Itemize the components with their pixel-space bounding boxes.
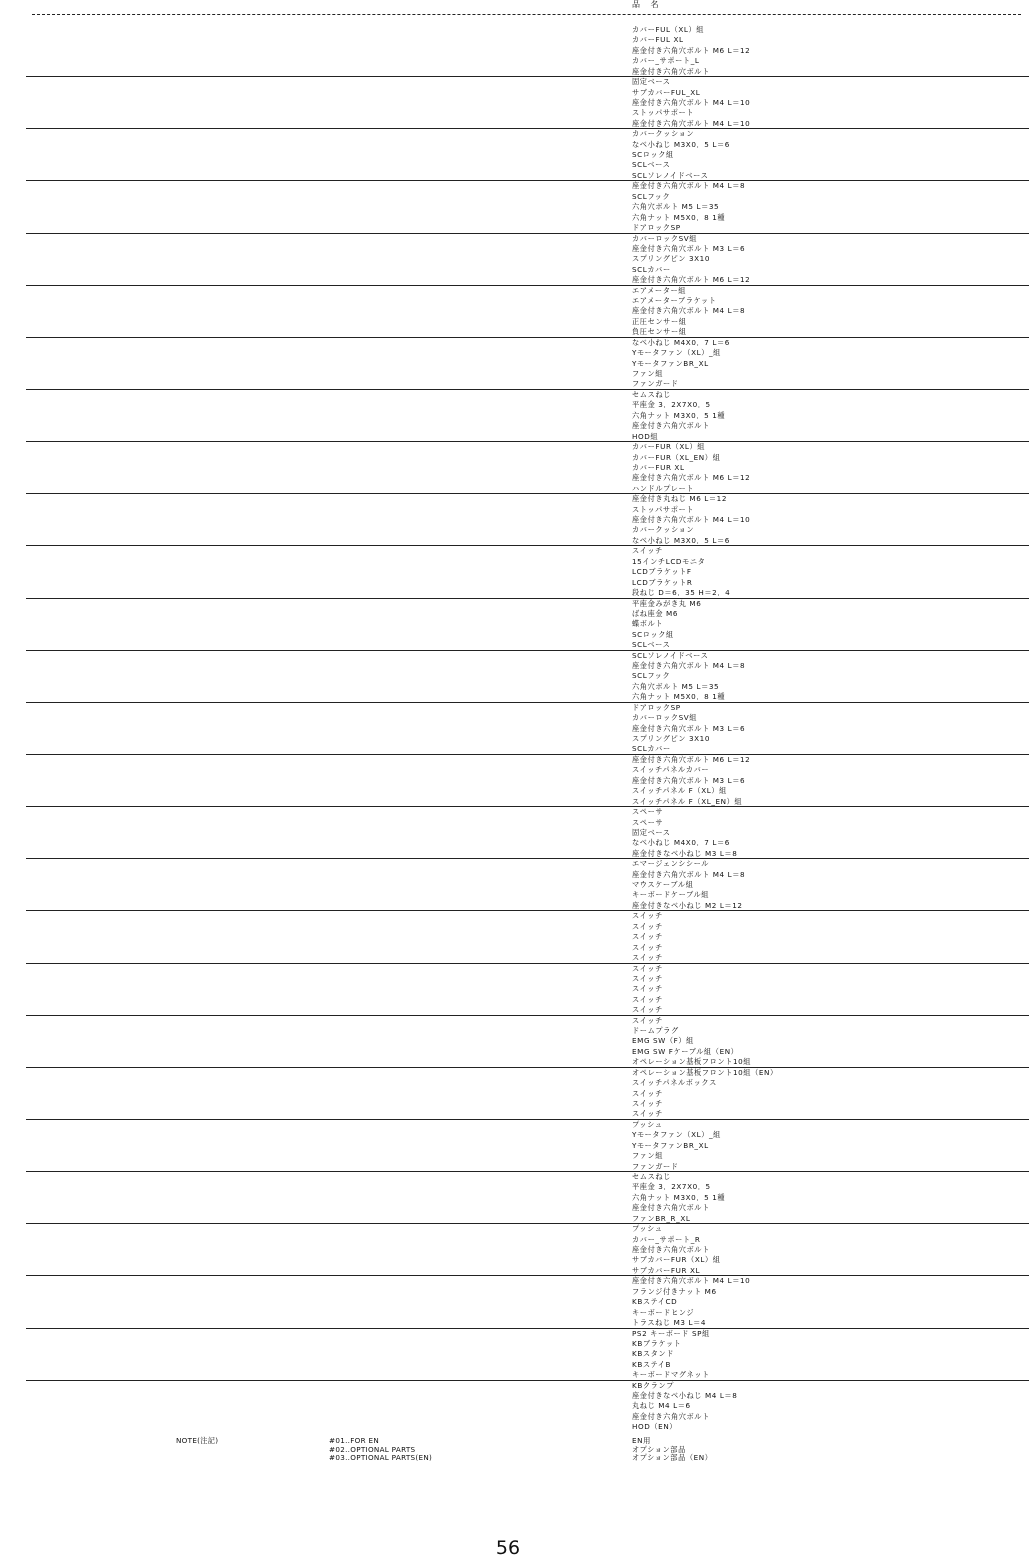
part-name: SCLベース — [632, 160, 671, 170]
part-name: 負圧センサー組 — [632, 327, 687, 337]
parts-group — [26, 1224, 1029, 1276]
part-name-column — [632, 494, 750, 546]
part-name: 正圧センサー組 — [632, 316, 687, 326]
part-name: なべ小ねじ M4X0．7 L＝6 — [632, 337, 730, 347]
part-name: KBステイCD — [632, 1297, 678, 1307]
part-name-column — [632, 1381, 737, 1433]
part-name-column — [632, 1016, 751, 1068]
part-name-column — [632, 703, 745, 755]
part-name: 六角ナット M5X0．8 1種 — [632, 692, 726, 702]
part-name-column — [632, 1068, 778, 1120]
part-name: エアメーターブラケット — [632, 296, 717, 306]
note-codes — [329, 1437, 432, 1463]
part-name: SCLカバー — [632, 264, 671, 274]
part-name: KBクランプ — [632, 1380, 674, 1390]
part-name: オペレーション基板フロント10組 — [632, 1057, 752, 1067]
part-name: 平座金みがき丸 M6 — [632, 598, 702, 608]
part-name: 座金付き六角穴ボルト M4 L＝8 — [632, 181, 746, 191]
part-name: 座金付き六角穴ボルト M6 L＝12 — [632, 754, 751, 764]
part-name: カバーFUR（XL）組 — [632, 442, 706, 452]
part-name: HOD（EN） — [632, 1422, 678, 1432]
part-name: 座金付きなべ小ねじ M2 L＝12 — [632, 900, 743, 910]
parts-group — [26, 807, 1029, 859]
part-name-column — [632, 1120, 721, 1172]
part-name: KBステイB — [632, 1359, 672, 1369]
part-name: なべ小ねじ M4X0．7 L＝6 — [632, 838, 730, 848]
part-name: 座金付き六角穴ボルト — [632, 421, 710, 431]
column-header-part-name: 品 名 — [632, 0, 663, 9]
part-name: エアメーター組 — [632, 285, 687, 295]
part-name-column — [632, 964, 663, 1016]
part-name: スイッチ — [632, 994, 663, 1004]
parts-group — [26, 1068, 1029, 1120]
parts-group — [26, 651, 1029, 703]
part-name: HOD組 — [632, 431, 659, 441]
part-name: 座金付き六角穴ボルト M4 L＝8 — [632, 661, 746, 671]
part-name: ハンドルプレート — [632, 483, 695, 493]
part-name: スプリングピン 3X10 — [632, 734, 711, 743]
part-name-column — [632, 77, 750, 129]
part-name: 段ねじ D＝6．35 H＝2．4 — [632, 587, 731, 597]
part-name-column — [632, 599, 701, 651]
note-code: #02..OPTIONAL PARTS — [329, 1444, 416, 1454]
parts-group — [26, 964, 1029, 1016]
part-name: Yモータファン（XL）_組 — [632, 348, 721, 358]
parts-group — [26, 859, 1029, 911]
part-name-column — [632, 129, 730, 181]
part-name-column — [632, 442, 750, 494]
parts-group — [26, 494, 1029, 546]
note-description: オプション部品（EN） — [632, 1453, 713, 1463]
part-name: スイッチ — [632, 911, 663, 921]
part-name: スイッチ — [632, 973, 663, 983]
part-name: LCDブラケットF — [632, 567, 692, 577]
part-name: 座金付き六角穴ボルト M4 L＝10 — [632, 97, 751, 107]
part-name: ドアロックSP — [632, 702, 681, 712]
parts-group — [26, 1381, 1029, 1433]
part-name: SCLフック — [632, 671, 671, 681]
part-name: スイッチ — [632, 963, 663, 973]
part-name: フランジ付きナット M6 — [632, 1286, 717, 1296]
note-label: NOTE(注記) — [176, 1436, 219, 1445]
part-name: サブカバーFUR（XL）組 — [632, 1255, 721, 1265]
part-name: Yモータファン（XL）_組 — [632, 1130, 721, 1140]
part-name: サブカバーFUR XL — [632, 1265, 701, 1275]
part-name-column — [632, 546, 730, 598]
part-name: スイッチ — [632, 952, 663, 962]
part-name: 座金付き六角穴ボルト M4 L＝10 — [632, 1276, 751, 1286]
part-name: カバーロックSV組 — [632, 713, 698, 723]
part-name: ばね座金 M6 — [632, 608, 679, 618]
part-name-column — [632, 286, 745, 338]
part-name: ドアロックSP — [632, 222, 681, 232]
part-name: 六角ナット M3X0．5 1種 — [632, 410, 726, 420]
parts-group — [26, 1329, 1029, 1381]
part-name: 座金付き六角穴ボルト M6 L＝12 — [632, 275, 751, 285]
part-name: 座金付き六角穴ボルト M3 L＝6 — [632, 243, 746, 253]
part-name-column — [632, 1276, 750, 1328]
part-name: カバーFUL（XL）組 — [632, 25, 705, 34]
part-name: カバークッション — [632, 129, 695, 139]
part-name: スイッチ — [632, 546, 663, 556]
part-name: SCロック組 — [632, 629, 674, 639]
part-name: 固定ベース — [632, 827, 671, 837]
part-name: 座金付きなべ小ねじ M3 L＝8 — [632, 848, 738, 858]
part-name: 座金付き六角穴ボルト — [632, 1411, 710, 1421]
page-number: 56 — [495, 1537, 521, 1559]
part-name-column — [632, 807, 737, 859]
part-name: キーボードケーブル組 — [632, 890, 710, 900]
part-name: ストッパサポート — [632, 504, 695, 514]
part-name: スペーサ — [632, 817, 664, 827]
part-name: 座金付き六角穴ボルト M4 L＝8 — [632, 306, 746, 316]
part-name: ファンガード — [632, 1161, 679, 1171]
part-name: スイッチ — [632, 984, 663, 994]
part-name: カバー_サポート_R — [632, 1234, 701, 1244]
part-name: ストッパサポート — [632, 108, 695, 118]
parts-group — [26, 1276, 1029, 1328]
part-name: スイッチ — [632, 1015, 663, 1025]
parts-group — [26, 390, 1029, 442]
note-descriptions — [632, 1437, 713, 1463]
note-description: オプション部品 — [632, 1444, 686, 1454]
part-name: キーボードマグネット — [632, 1370, 710, 1380]
part-name: スペーサ — [632, 807, 664, 817]
part-name-column — [632, 1224, 721, 1276]
part-name: カバークッション — [632, 525, 695, 535]
part-name: カバーロックSV組 — [632, 233, 698, 243]
part-name: スイッチ — [632, 1088, 663, 1098]
part-name: スイッチ — [632, 1098, 663, 1108]
part-name: SCLソレノイドベース — [632, 650, 709, 660]
part-name: YモータファンBR_XL — [632, 358, 709, 368]
part-name-column — [632, 1172, 725, 1224]
parts-group — [26, 703, 1029, 755]
part-name: 平座金 3．2X7X0．5 — [632, 1182, 711, 1192]
note-description: EN用 — [632, 1436, 651, 1445]
part-name: 座金付きなべ小ねじ M4 L＝8 — [632, 1391, 738, 1401]
part-name: スイッチパネルボックス — [632, 1078, 717, 1088]
part-name: 座金付き六角穴ボルト — [632, 1245, 710, 1255]
part-name: オペレーション基板フロント10組（EN） — [632, 1067, 778, 1077]
parts-group — [26, 1016, 1029, 1068]
part-name-column — [632, 755, 750, 807]
part-name: スイッチ — [632, 921, 663, 931]
part-name: EMG SW（F）組 — [632, 1036, 694, 1046]
part-name: SCLカバー — [632, 744, 671, 754]
part-name: マウスケーブル組 — [632, 880, 694, 890]
part-name: なべ小ねじ M3X0．5 L＝6 — [632, 139, 730, 149]
part-name: 座金付き丸ねじ M6 L＝12 — [632, 494, 727, 504]
parts-group — [26, 234, 1029, 286]
part-name: 蝶ボルト — [632, 619, 664, 629]
part-name: SCLフック — [632, 191, 671, 201]
part-name-column — [632, 1329, 710, 1381]
part-name: スイッチ — [632, 932, 663, 942]
part-name: 平座金 3．2X7X0．5 — [632, 400, 711, 410]
part-name: 座金付き六角穴ボルト M3 L＝6 — [632, 723, 746, 733]
parts-list-table — [26, 25, 1029, 1433]
part-name: YモータファンBR_XL — [632, 1140, 709, 1150]
part-name: スイッチパネル F（XL）組 — [632, 786, 727, 796]
part-name: スイッチ — [632, 1005, 663, 1015]
part-name: ファン組 — [632, 369, 664, 379]
parts-group — [26, 599, 1029, 651]
parts-group — [26, 338, 1029, 390]
part-name-column — [632, 859, 745, 911]
part-name: KBスタンド — [632, 1349, 674, 1359]
part-name: 六角ナット M5X0．8 1種 — [632, 212, 726, 222]
part-name: ファンBR_R_XL — [632, 1213, 691, 1223]
part-name: スイッチ — [632, 942, 663, 952]
part-name: カバーFUR XL — [632, 462, 685, 472]
note-code: #01..FOR EN — [329, 1436, 380, 1445]
parts-group — [26, 1120, 1029, 1172]
part-name: 座金付き六角穴ボルト M4 L＝10 — [632, 515, 751, 525]
parts-group — [26, 77, 1029, 129]
part-name: ファンガード — [632, 379, 679, 389]
part-name: 丸ねじ M4 L＝6 — [632, 1401, 691, 1411]
part-name: EMG SW Fケーブル組（EN） — [632, 1046, 739, 1056]
part-name: カバーFUL XL — [632, 35, 684, 45]
part-name: 座金付き六角穴ボルト M6 L＝12 — [632, 45, 751, 55]
part-name: LCDブラケットR — [632, 577, 693, 587]
part-name: スイッチ — [632, 1109, 663, 1119]
part-name-column — [632, 911, 663, 963]
part-name-column — [632, 390, 725, 442]
part-name-column — [632, 234, 750, 286]
part-name: なべ小ねじ M3X0．5 L＝6 — [632, 535, 730, 545]
part-name: セムスねじ — [632, 389, 671, 399]
part-name: 座金付き六角穴ボルト M4 L＝10 — [632, 118, 751, 128]
part-name: 六角穴ボルト M5 L＝35 — [632, 681, 720, 691]
part-name: KBブラケット — [632, 1338, 682, 1348]
part-name: 座金付き六角穴ボルト M4 L＝8 — [632, 869, 746, 879]
part-name-column — [632, 25, 750, 77]
part-name: プッシュ — [632, 1224, 663, 1234]
part-name: SCLベース — [632, 640, 671, 650]
part-name-column — [632, 181, 745, 233]
part-name: 固定ベース — [632, 77, 671, 87]
part-name: カバー_サポート_L — [632, 56, 700, 66]
parts-group — [26, 546, 1029, 598]
part-name: 座金付き六角穴ボルト — [632, 1203, 710, 1213]
part-name: 座金付き六角穴ボルト — [632, 66, 710, 76]
parts-group — [26, 129, 1029, 181]
part-name: 座金付き六角穴ボルト M6 L＝12 — [632, 473, 751, 483]
part-name: カバーFUR（XL_EN）組 — [632, 452, 721, 462]
part-name: ドームプラグ — [632, 1026, 679, 1036]
note-code: #03..OPTIONAL PARTS(EN) — [329, 1453, 433, 1463]
part-name: プッシュ — [632, 1119, 663, 1129]
part-name: SCロック組 — [632, 150, 674, 160]
parts-group — [26, 911, 1029, 963]
part-name-column — [632, 338, 730, 390]
part-name: 六角ナット M3X0．5 1種 — [632, 1192, 726, 1202]
part-name: サブカバーFUL_XL — [632, 87, 701, 97]
part-name: 15インチLCDモニタ — [632, 556, 706, 566]
part-name-column — [632, 651, 745, 703]
parts-group — [26, 181, 1029, 233]
dashed-separator — [32, 14, 1021, 15]
part-name: PS2 キーボード SP組 — [632, 1328, 710, 1338]
part-name: セムスねじ — [632, 1172, 671, 1182]
parts-group — [26, 755, 1029, 807]
part-name: スイッチパネル F（XL_EN）組 — [632, 796, 743, 806]
part-name: スプリングピン 3X10 — [632, 254, 711, 264]
part-name: SCLソレノイドベース — [632, 170, 709, 180]
parts-group — [26, 286, 1029, 338]
part-name: 六角穴ボルト M5 L＝35 — [632, 202, 720, 212]
part-name: スイッチパネルカバー — [632, 765, 710, 775]
parts-group — [26, 442, 1029, 494]
part-name: キーボードヒンジ — [632, 1307, 695, 1317]
part-name: エマージェンシシール — [632, 859, 710, 869]
part-name: 座金付き六角穴ボルト M3 L＝6 — [632, 775, 746, 785]
part-name: ファン組 — [632, 1151, 664, 1161]
part-name: トラスねじ M3 L＝4 — [632, 1317, 707, 1327]
parts-group — [26, 1172, 1029, 1224]
parts-group — [26, 25, 1029, 77]
